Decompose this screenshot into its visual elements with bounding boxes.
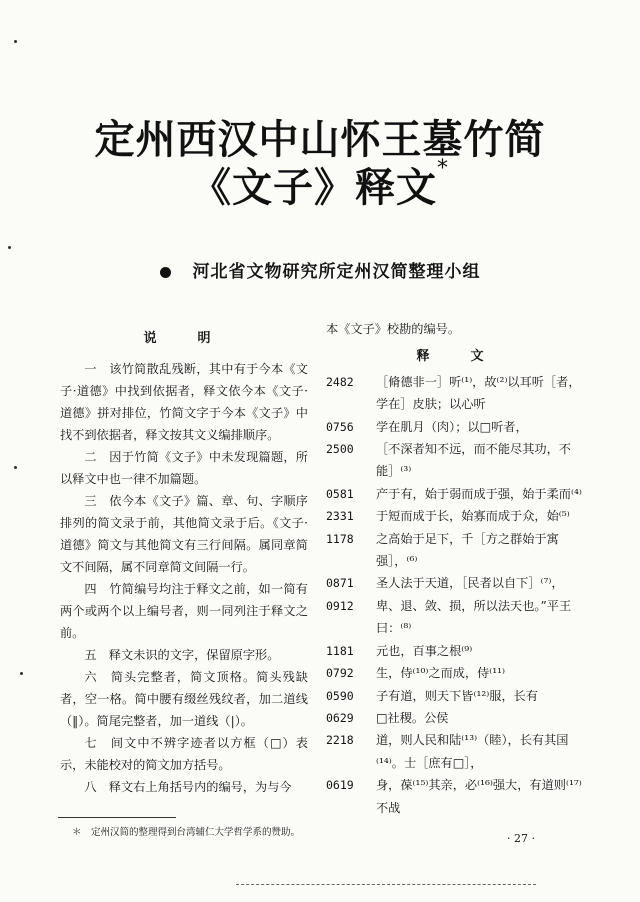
slip-number: 2218 xyxy=(326,733,354,748)
slip-text: 元也，百事之根⁽⁹⁾ xyxy=(376,643,473,658)
slip-number: 0590 xyxy=(326,688,354,703)
title-footnote-mark: * xyxy=(437,156,449,181)
explanation-paragraph: 七 间文中不辨字迹者以方框（□）表示，未能校对的简文加方括号。 xyxy=(60,736,308,772)
slip-text: 圣人法于天道，［民者以自下］⁽⁷⁾， xyxy=(376,576,564,591)
transcription-list xyxy=(326,371,588,819)
explanation-paragraph: 一 该竹简散乱残断，其中有于今本《文子·道德》中找到依据者，释文依今本《文子·道德》拼对排位，竹简文字于今本《文子》中找不到依据者，释文按其文义编排顺序。 xyxy=(60,362,308,442)
transcription-entry xyxy=(326,483,588,505)
transcription-entry xyxy=(326,707,588,729)
slip-text: 学在肌月（肉）；以□听者， xyxy=(376,419,528,434)
slip-number: 1181 xyxy=(326,643,354,658)
explanation-paragraph: 八 释文右上角括号内的编号，为与今 xyxy=(84,780,292,794)
slip-text: □社稷。公侯 xyxy=(376,710,449,725)
slip-number: 2482 xyxy=(326,374,354,389)
transcription-entry xyxy=(326,662,588,684)
transcription-entry xyxy=(326,640,588,662)
title-line-2-text: 《文子》释文 xyxy=(191,165,437,211)
slip-number: 0629 xyxy=(326,710,354,725)
slip-text: 子有道，则天下皆⁽¹²⁾服，长有 xyxy=(376,688,539,703)
title-line-1: 定州西汉中山怀王墓竹简 xyxy=(94,117,546,163)
footnote-divider xyxy=(58,817,176,818)
slip-text: ［脩德非一］听⁽¹⁾，故⁽²⁾以耳听［者，学在］皮肤；以心听 xyxy=(376,374,581,412)
slip-number: 0581 xyxy=(326,486,354,501)
slip-text: 产于有，始于弱而成于强，始于柔而⁽⁴⁾ xyxy=(376,486,582,501)
slip-number: 2331 xyxy=(326,509,354,524)
slip-number: 1178 xyxy=(326,531,354,546)
title-line-2 xyxy=(0,156,640,213)
slip-text: ［不深者知不远，而不能尽其功，不能］⁽³⁾ xyxy=(376,442,571,479)
slip-number: 0756 xyxy=(326,419,354,434)
slip-text: 身，葆⁽¹⁵⁾其亲，必⁽¹⁶⁾强大，有道则⁽¹⁷⁾不战 xyxy=(376,778,582,815)
transcription-entry xyxy=(326,371,588,416)
transcription-heading: 释 文 xyxy=(416,349,498,365)
explanation-paragraph: 六 简头完整者，简文顶格。简头残缺者，空一格。简中腰有缀丝残纹者，加二道线（‖）。简尾完整者，加一道线（|）。 xyxy=(60,670,308,728)
transcription-entry xyxy=(326,438,588,483)
explanation-column xyxy=(60,328,308,798)
transcription-entry xyxy=(326,685,588,707)
scan-speck xyxy=(14,466,17,469)
explanation-heading: 说 明 xyxy=(143,331,225,346)
explanation-paragraph: 三 依今本《文子》篇、章、句、字顺序排列的简文录于前，其他简文录于后。《文子·道德》简文与其他简文有三行间隔。属同章简文不间隔，属不同章简文间隔一行。 xyxy=(60,494,308,574)
explanation-continuation: 本《文子》校勘的编号。 xyxy=(326,322,461,336)
slip-number: 2500 xyxy=(326,442,354,457)
slip-text: 生，侍⁽¹⁰⁾之而成，侍⁽¹¹⁾ xyxy=(376,666,506,681)
slip-text: 之高始于足下，千［方之群始于寓强］，⁽⁶⁾ xyxy=(376,531,559,569)
bullet-icon xyxy=(160,267,171,278)
slip-number: 0912 xyxy=(326,598,354,613)
author-name: 河北省文物研究所定州汉简整理小组 xyxy=(192,262,481,282)
transcription-column xyxy=(326,318,588,819)
slip-number: 0871 xyxy=(326,576,354,591)
transcription-entry xyxy=(326,505,588,527)
slip-text: 卑、退、敛、损，所以法天也。”平王曰：⁽⁸⁾ xyxy=(376,598,572,636)
slip-number: 0792 xyxy=(326,666,354,681)
footnote: ＊ 定州汉简的整理得到台湾辅仁大学哲学系的赞助。 xyxy=(72,827,301,838)
slip-text: 于短而成于长，始寡而成于众，始⁽⁵⁾ xyxy=(376,509,570,524)
transcription-entry xyxy=(326,572,588,594)
explanation-paragraph: 五 释文未识的文字，保留原字形。 xyxy=(84,648,280,662)
bottom-divider xyxy=(236,884,536,885)
transcription-entry xyxy=(326,774,588,819)
scan-speck xyxy=(8,246,11,249)
transcription-entry xyxy=(326,595,588,640)
transcription-entry xyxy=(326,416,588,438)
slip-number: 0619 xyxy=(326,778,354,793)
slip-text: 道，则人民和陆⁽¹³⁾（睦），长有其国⁽¹⁴⁾。士［庶有□］， xyxy=(376,733,569,770)
transcription-entry xyxy=(326,729,588,774)
explanation-paragraph: 二 因于竹简《文子》中未发现篇题，所以释文中也一律不加篇题。 xyxy=(60,450,308,486)
scan-speck xyxy=(14,40,17,43)
explanation-paragraph: 四 竹简编号均注于释文之前，如一简有两个或两个以上编号者，则一同列注于释文之前。 xyxy=(60,582,308,640)
page-number: · 27 · xyxy=(507,832,535,845)
author-line xyxy=(0,257,640,282)
scan-speck xyxy=(20,672,23,675)
transcription-entry xyxy=(326,528,588,573)
